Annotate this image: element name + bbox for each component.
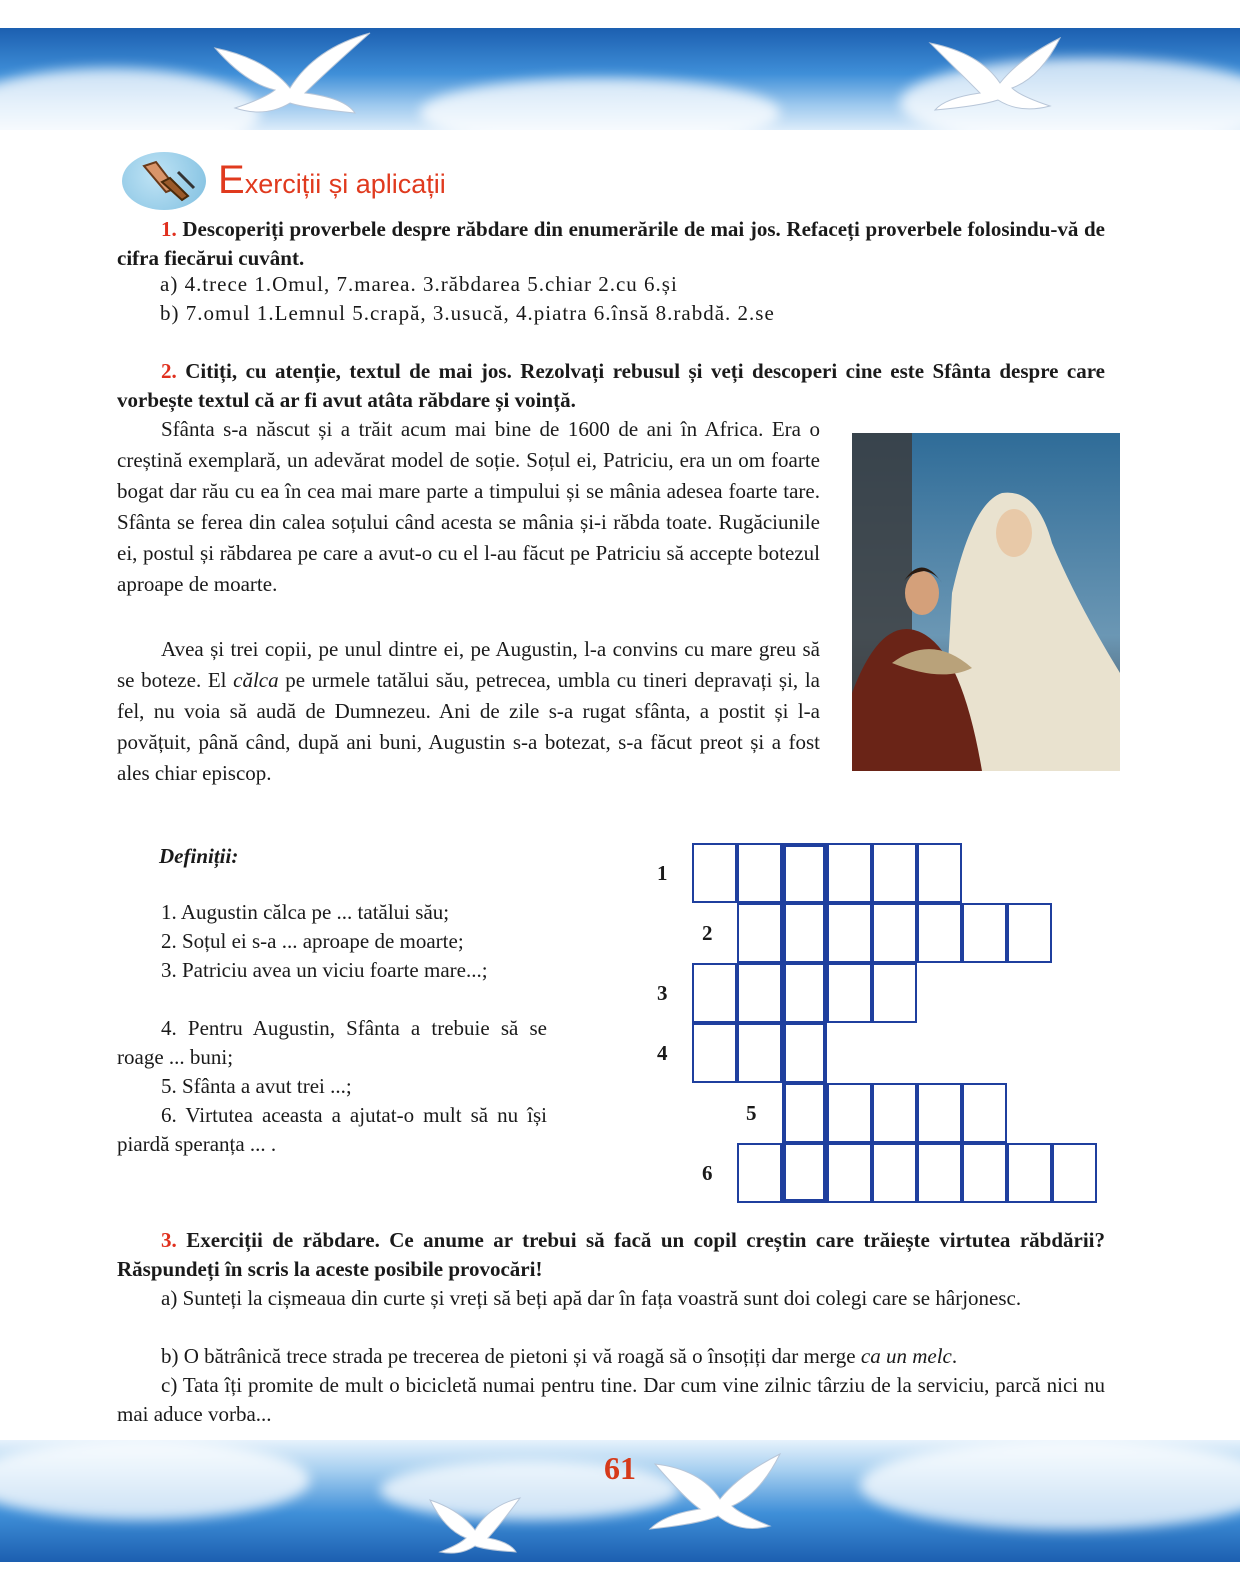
- crossword-cell[interactable]: [917, 903, 962, 963]
- crossword-cell[interactable]: [1052, 1143, 1097, 1203]
- ex3-item-a: a) Sunteți la cișmeaua din curte și vreți să beți apă dar în fața voastră sunt doi colegi care se hârjonesc.: [161, 1286, 1022, 1310]
- crossword-cell[interactable]: [1007, 903, 1052, 963]
- definition-item: 1. Augustin călca pe ... tatălui său;: [161, 900, 450, 924]
- crossword-cell[interactable]: [692, 963, 737, 1023]
- definition-item: 5. Sfânta a avut trei ...;: [161, 1074, 352, 1098]
- crossword-cell[interactable]: [917, 1083, 962, 1143]
- crossword-cell[interactable]: [962, 903, 1007, 963]
- crossword-cell[interactable]: [737, 1143, 782, 1203]
- dove-icon: [420, 1490, 530, 1560]
- ex2-paragraph-2: Avea și trei copii, pe unul dintre ei, pe Augustin, l-a convins cu mare greu să se boteze. El călca pe urmele tatălui său, petrecea, umbla cu tineri depravați și, la fel, nu voia să audă de Dumnezeu. Ani de zile s-a rugat sfânta, a postit și l-a povățuit, până când, după ani buni, Augustin s-a botezat, s-a făcut preot și a fost ales chiar episcop.: [117, 637, 820, 785]
- ex2-instruction: 2. Citiți, cu atenție, textul de mai jos. Rezolvați rebusul și veți descoperi cine este Sfânta despre care vorbește textul că ar fi avut atâta răbdare și voință.: [117, 359, 1106, 412]
- definition-item: 3. Patriciu avea un viciu foarte mare...;: [161, 958, 488, 982]
- crossword-cell[interactable]: [872, 843, 917, 903]
- ex2-paragraph-1: Sfânta s-a născut și a trăit acum mai bine de 1600 de ani în Africa. Era o creștină exemplară, un adevărat model de soție. Soțul ei, Patriciu, era un om foarte bogat dar rău cu ea în cea mai mare parte a timpului și se mânia adesea foarte tare. Sfânta se ferea din calea soțului când acesta se mânia și-i răbda toate. Rugăciunile ei, postul și răbdarea pe care a avut-o cu el l-au făcut pe Patriciu să accepte botezul aproape de moarte.: [117, 417, 820, 596]
- crossword-cell[interactable]: [872, 1143, 917, 1203]
- crossword-cell[interactable]: [827, 903, 872, 963]
- crossword-cell[interactable]: [737, 1023, 782, 1083]
- crossword-cell[interactable]: [827, 963, 872, 1023]
- crossword-cell[interactable]: [917, 843, 962, 903]
- crossword-cell[interactable]: [737, 903, 782, 963]
- definition-item: 4. Pentru Augustin, Sfânta a trebuie să se roage ... buni;: [117, 1016, 547, 1069]
- page-number: 61: [604, 1450, 636, 1486]
- crossword-cell[interactable]: [917, 1143, 962, 1203]
- crossword-row-number: 1: [657, 861, 668, 885]
- crossword-cell[interactable]: [962, 1083, 1007, 1143]
- ex1-item-b: b) 7.omul 1.Lemnul 5.crapă, 3.usucă, 4.piatra 6.însă 8.rabdă. 2.se: [160, 301, 775, 325]
- crossword-cell[interactable]: [737, 843, 782, 903]
- ex1-item-a: a) 4.trece 1.Omul, 7.marea. 3.răbdarea 5.chiar 2.cu 6.și: [160, 272, 678, 296]
- dove-icon: [205, 28, 375, 123]
- ex3-instruction: 3. Exerciții de răbdare. Ce anume ar trebui să facă un copil creștin care trăiește virtutea răbdării? Răspundeți în scris la aceste posibile provocări!: [117, 1228, 1106, 1281]
- top-sky-banner: [0, 28, 1240, 130]
- crossword-cell[interactable]: [872, 963, 917, 1023]
- crossword-cell[interactable]: [872, 903, 917, 963]
- crossword-row-number: 3: [657, 981, 668, 1005]
- ex1-instruction: 1. Descoperiți proverbele despre răbdare din enumerările de mai jos. Refaceți proverbele folosindu-vă de cifra fiecărui cuvânt.: [117, 217, 1106, 270]
- crossword-row-number: 6: [702, 1161, 713, 1185]
- ex3-item-c: c) Tata îți promite de mult o bicicletă numai pentru tine. Dar cum vine zilnic târziu de la serviciu, parcă nici nu mai aduce vorba...: [117, 1373, 1105, 1426]
- crossword-cell[interactable]: [827, 1083, 872, 1143]
- crossword-cell[interactable]: [827, 843, 872, 903]
- page-title: Exerciții și aplicații: [218, 158, 446, 202]
- crossword-cell[interactable]: [962, 1143, 1007, 1203]
- crossword-cell[interactable]: [827, 1143, 872, 1203]
- crossword-row-number: 4: [657, 1041, 668, 1065]
- ex3-item-b: b) O bătrânică trece strada pe trecerea de pietoni și vă roagă să o însoțiți dar merge ca un melc.: [161, 1344, 958, 1368]
- crossword-cell[interactable]: [1007, 1143, 1052, 1203]
- saint-monica-painting: [852, 433, 1120, 771]
- dove-icon: [640, 1444, 790, 1544]
- crossword-cell[interactable]: [872, 1083, 917, 1143]
- crossword-row-number: 5: [746, 1101, 757, 1125]
- crossword-row-number: 2: [702, 921, 713, 945]
- writing-hand-icon: [122, 152, 206, 210]
- definition-item: 2. Soțul ei s-a ... aproape de moarte;: [161, 929, 464, 953]
- crossword-cell[interactable]: [692, 843, 737, 903]
- crossword-cell[interactable]: [692, 1023, 737, 1083]
- dove-icon: [920, 28, 1070, 118]
- crossword-key-column: [782, 843, 827, 1203]
- crossword-cell[interactable]: [737, 963, 782, 1023]
- definitions-title: Definiții:: [159, 844, 239, 868]
- definition-item: 6. Virtutea aceasta a ajutat-o mult să nu își piardă speranța ... .: [117, 1103, 547, 1156]
